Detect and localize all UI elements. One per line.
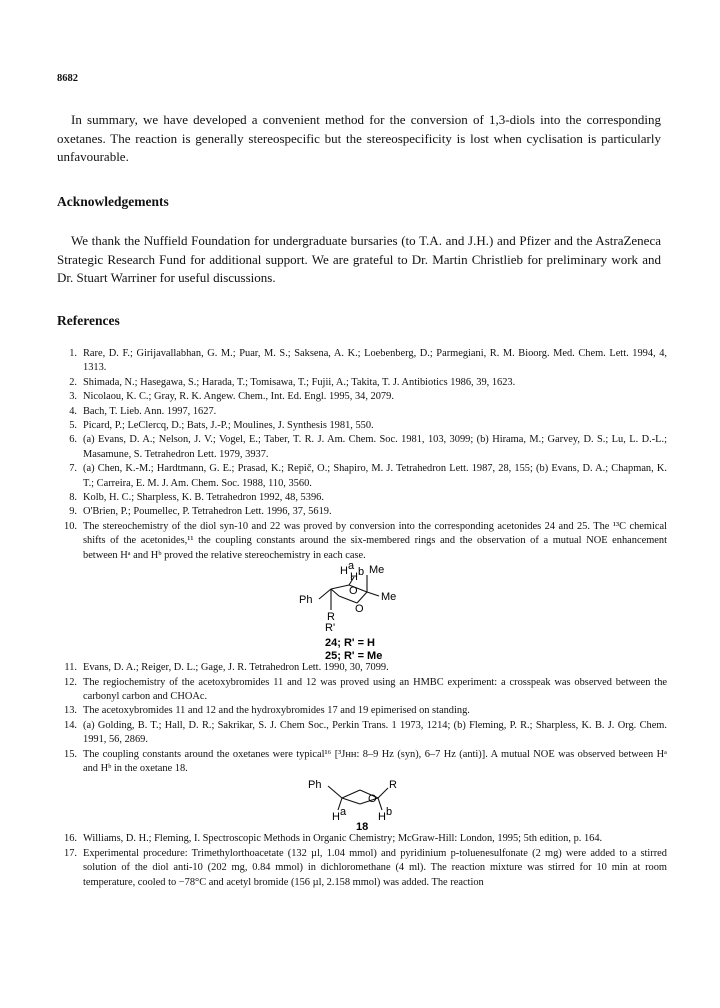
reference-number: 4.: [69, 405, 77, 417]
reference-number: 14.: [64, 719, 77, 731]
summary-paragraph: In summary, we have developed a convenient method for the conversion of 1,3-diols into the corresponding oxetanes. The reaction is generally stereospecific but the stereospecificity is lost when cyclisation is particularly unfavourable.: [57, 112, 661, 164]
reference-number: 15.: [64, 748, 77, 760]
ring-oxygen-label: O: [349, 585, 358, 598]
methyl-label: Me: [381, 591, 397, 604]
ring-oxygen-label: O: [368, 793, 377, 806]
reference-number: 1.: [69, 348, 77, 359]
oxetane-structure: [302, 776, 422, 832]
phenyl-label: Ph: [299, 594, 313, 607]
reference-text: (a) Chen, K.-M.; Hardtmann, G. E.; Prasad, K.; Repič, O.; Shapiro, M. J. Tetrahedron Lett. 1987, 28, 155; (b) Evans, D. A.; Chapman, K. T.; Carreira, E. M. J. Am. Chem. Soc. 1988, 110, 3560.: [83, 463, 667, 489]
reference-item: [57, 704, 667, 718]
reference-number: 16.: [64, 833, 77, 845]
hb-label: H: [350, 571, 358, 584]
reference-item: [57, 462, 667, 491]
reference-text: O'Brien, P.; Poumellec, P. Tetrahedron Lett. 1996, 37, 5619.: [83, 506, 332, 518]
reference-item: [57, 433, 667, 462]
hb-label: H: [378, 811, 386, 824]
reference-item: [57, 491, 667, 505]
reference-text: The stereochemistry of the diol syn-10 and 22 was proved by conversion into the corresponding acetonides 24 and 25. The ¹³C chemical shifts of the acetonides,¹¹ the coupling constants around the six-membered rings and the observation of a mutual NOE enhancement between Hᵃ and Hᵇ proved the relative stereochemistry in each case.: [83, 520, 667, 561]
reference-number: 5.: [69, 420, 77, 432]
reference-text: Nicolaou, K. C.; Gray, R. K. Angew. Chem., Int. Ed. Engl. 1995, 34, 2079.: [83, 391, 394, 403]
hb-superscript: b: [386, 806, 393, 819]
reference-item: [57, 376, 667, 390]
acetonide-structure: [287, 563, 437, 661]
compound-caption: 25; R' = Me: [325, 650, 383, 662]
reference-item: [57, 661, 667, 675]
reference-number: 13.: [64, 705, 77, 717]
reference-item: [57, 832, 667, 846]
reference-item: [57, 405, 667, 419]
reference-text: Williams, D. H.; Fleming, I. Spectroscopic Methods in Organic Chemistry; McGraw-Hill: London, 1995; 5th edition, p. 164.: [83, 833, 603, 845]
reference-item: [57, 847, 667, 890]
ring-oxygen-label: O: [355, 603, 364, 616]
ha-label: H: [340, 565, 348, 578]
reference-item: [57, 390, 667, 404]
reference-text: Shimada, N.; Hasegawa, S.; Harada, T.; Tomisawa, T.; Fujii, A.; Takita, T. J. Antibiotics 1986, 39, 1623.: [83, 376, 516, 388]
reference-number: 9.: [69, 506, 77, 518]
ha-superscript: a: [348, 563, 355, 573]
reference-text: Experimental procedure: Trimethylorthoacetate (132 µl, 1.04 mmol) and pyridinium p-toluenesulfonate (2 mg) were added to a stirred solution of the diol anti-10 (202 mg, 0.84 mmol) in dichloromethane (4 ml). The reaction mixture was stirred for 10 min at room temperature, cooled to −78°C and acetyl bromide (156 µl, 2.158 mmol) was added. The reaction: [83, 847, 667, 888]
compound-caption: 18: [356, 821, 369, 833]
reference-item: [57, 719, 667, 748]
r-substituent-label: R: [389, 779, 397, 792]
reference-text: Rare, D. F.; Girijavallabhan, G. M.; Puar, M. S.; Saksena, A. K.; Loebenberg, D.; Parmegiani, R. M. Bioorg. Med. Chem. Lett. 1994, 4, 1313.: [83, 348, 667, 374]
reference-text: Picard, P.; LeClercq, D.; Bats, J.-P.; Moulines, J. Synthesis 1981, 550.: [83, 420, 374, 432]
phenyl-label: Ph: [308, 779, 322, 792]
reference-item: [57, 520, 667, 563]
ha-superscript: a: [340, 806, 347, 819]
reference-text: The regiochemistry of the acetoxybromides 11 and 12 was proved using an HMBC experiment: a crosspeak was observed between the carbonyl carbon and CHOAc.: [83, 676, 667, 702]
reference-item: [57, 748, 667, 777]
reference-number: 12.: [64, 676, 77, 688]
reference-number: 3.: [69, 391, 77, 403]
reference-item: [57, 505, 667, 519]
reference-text: Kolb, H. C.; Sharpless, K. B. Tetrahedron 1992, 48, 5396.: [83, 492, 324, 504]
page-number: 8682: [57, 73, 78, 84]
compound-caption: 24; R' = H: [325, 637, 375, 650]
reference-item: [57, 347, 667, 376]
reference-text: Evans, D. A.; Reiger, D. L.; Gage, J. R. Tetrahedron Lett. 1990, 30, 7099.: [83, 662, 389, 674]
reference-text: The acetoxybromides 11 and 12 and the hydroxybromides 17 and 19 epimerised on standing.: [83, 705, 470, 717]
reference-number: 6.: [69, 434, 77, 446]
methyl-label: Me: [369, 564, 385, 577]
reference-text: The coupling constants around the oxetanes were typical¹⁶ [³Jʜʜ: 8–9 Hz (syn), 6–7 Hz (anti)]. A mutual NOE was observed between Hᵃ and Hᵇ in the oxetane 18.: [83, 748, 667, 774]
reference-number: 8.: [69, 492, 77, 504]
reference-item: [57, 419, 667, 433]
reference-text: (a) Evans, D. A.; Nelson, J. V.; Vogel, E.; Taber, T. R. J. Am. Chem. Soc. 1981, 103, 3099; (b) Hirama, M.; Garvey, D. S.; Lu, L. D.-L.; Masamune, S. Tetrahedron Lett. 1979, 3937.: [83, 434, 667, 460]
ha-label: H: [332, 811, 340, 824]
acknowledgements-heading: Acknowledgements: [57, 194, 169, 209]
references-heading: References: [57, 313, 120, 328]
reference-list: [57, 347, 667, 890]
reference-text: (a) Golding, B. T.; Hall, D. R.; Sakrikar, S. J. Chem Soc., Perkin Trans. 1 1973, 1214; (b) Fleming, P. R.; Sharpless, K. B. J. Org. Chem. 1991, 56, 2869.: [83, 719, 667, 746]
reference-number: 17.: [64, 847, 77, 859]
reference-item: [57, 676, 667, 705]
acknowledgements-paragraph: We thank the Nuffield Foundation for undergraduate bursaries (to T.A. and J.H.) and Pfizer and the AstraZeneca Strategic Research Fund for additional support. We are grateful to Dr. Martin Christlieb for preliminary work and Dr. Stuart Warriner for useful discussions.: [57, 233, 661, 285]
reference-number: 11.: [64, 662, 77, 674]
reference-number: 2.: [69, 376, 77, 388]
reference-number: 7.: [69, 463, 77, 475]
reference-text: Bach, T. Lieb. Ann. 1997, 1627.: [83, 405, 217, 417]
hb-superscript: b: [358, 566, 365, 579]
r-prime-label: R': [325, 622, 336, 635]
reference-number: 10.: [64, 520, 77, 532]
r-substituent-label: R: [327, 611, 335, 624]
